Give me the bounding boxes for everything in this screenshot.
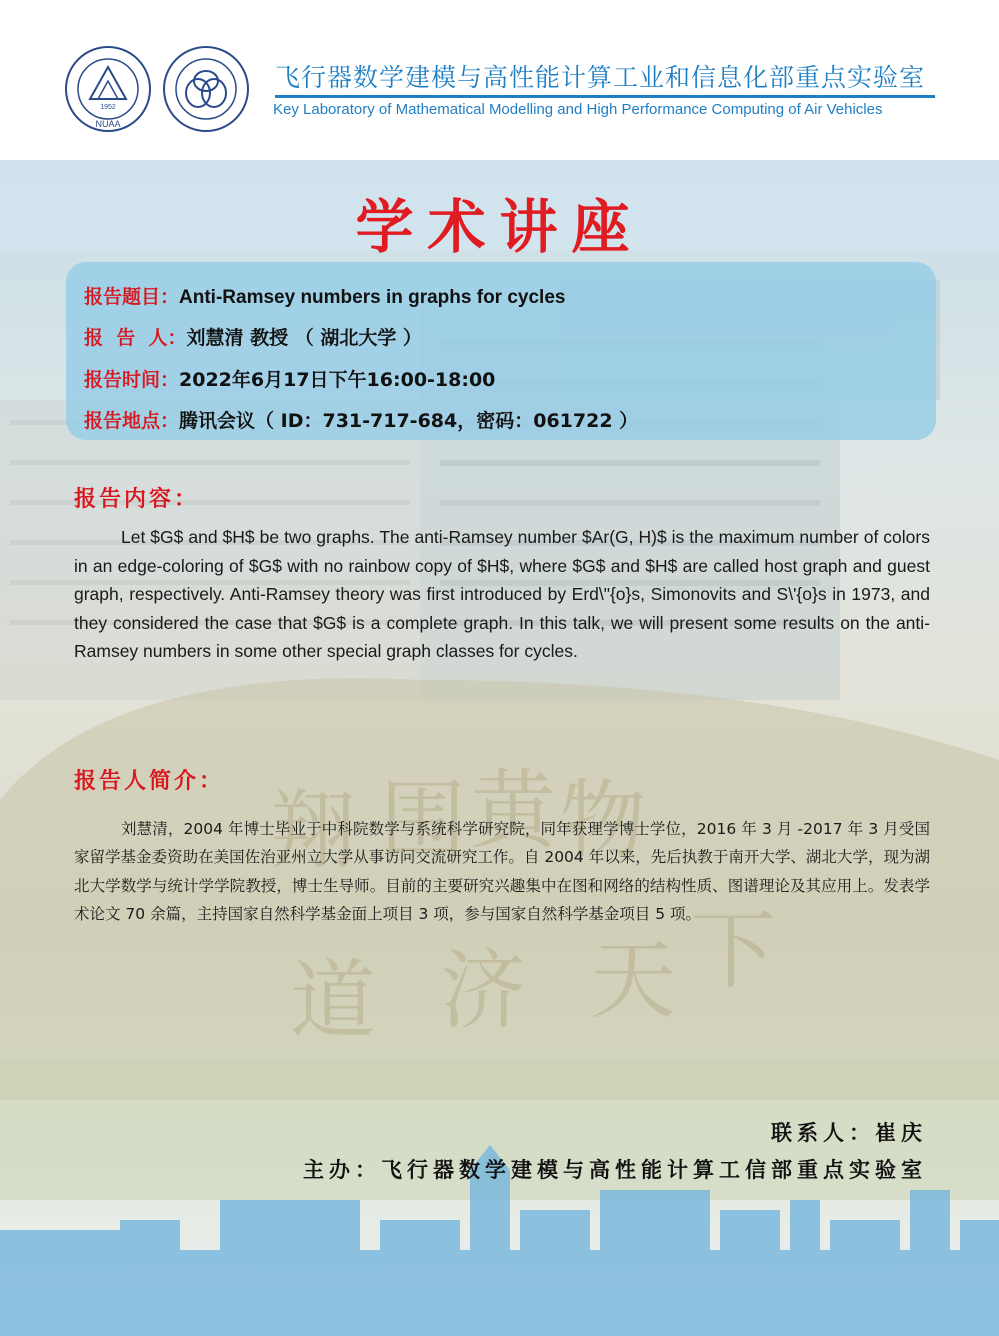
bio-heading: 报告人简介： xyxy=(74,769,225,794)
topic-row xyxy=(84,282,565,309)
svg-text:下: 下 xyxy=(690,901,776,1001)
bio-text: 刘慧清，2004 年博士毕业于中科院数学与系统科学研究院，同年获理学博士学位，2016 年 3 月 -2017 年 3 月受国家留学基金委资助在美国佐治亚州立大学从事访问交流研究工作。自 2004 年以来，先后执教于南开大学、湖北大学，现为湖北大学数学与统计学学院教授，博士生导师。目前的主要研究兴趣集中在图和网络的结构性质、图谱理论及其应用上。发表学术论文 70 余篇，主持国家自然科学基金面上项目 3 项，参与国家自然科学基金项目 5 项。 xyxy=(74,820,930,924)
contact-person: 联系人：崔庆 xyxy=(771,1120,927,1145)
svg-text:翔: 翔 xyxy=(270,781,356,881)
poster-title: 学术讲座 xyxy=(355,193,644,261)
svg-text:黄: 黄 xyxy=(470,761,556,861)
lab-name-en: Key Laboratory of Mathematical Modelling and High Performance Computing of Air Vehicles xyxy=(273,101,883,118)
header xyxy=(0,0,999,160)
nuaa-logo xyxy=(64,45,152,133)
place-label: 报告地点： xyxy=(84,410,180,432)
svg-text:1952: 1952 xyxy=(100,104,116,111)
topic-label: 报告题目： xyxy=(84,286,180,308)
speaker-label: 报 告 人： xyxy=(84,327,187,349)
lab-name-cn: 飞行器数学建模与高性能计算工业和信息化部重点实验室 xyxy=(275,63,926,92)
speaker-value: 刘慧清 教授 （ 湖北大学 ） xyxy=(186,327,422,349)
svg-text:济: 济 xyxy=(440,941,526,1041)
place-row xyxy=(84,406,638,433)
abstract-heading: 报告内容： xyxy=(74,487,200,512)
svg-text:天: 天 xyxy=(590,931,676,1031)
lab-logo xyxy=(162,45,250,133)
place-value: 腾讯会议（ ID：731-717-684，密码：061722 ） xyxy=(179,410,639,432)
time-value: 2022年6月17日下午16:00-18:00 xyxy=(179,369,496,391)
time-label: 报告时间： xyxy=(84,369,180,391)
speaker-row xyxy=(84,323,422,350)
time-row xyxy=(84,365,495,392)
svg-text:物: 物 xyxy=(560,771,646,871)
talk-info-box xyxy=(66,262,936,440)
svg-text:道: 道 xyxy=(290,951,376,1051)
svg-text:NUAA: NUAA xyxy=(95,119,121,129)
host-organizer: 主办：飞行器数学建模与高性能计算工信部重点实验室 xyxy=(303,1157,927,1182)
topic-value: Anti-Ramsey numbers in graphs for cycles xyxy=(179,287,566,308)
abstract-text: Let $G$ and $H$ be two graphs. The anti-Ramsey number $Ar(G, H)$ is the maximum number of colors in an edge-coloring of $G$ with no rainbow copy of $H$, where $G$ and $H$ are called host graph and guest graph, respectively. Anti-Ramsey theory was first introduced by Erd\"{o}s, Simonovits and S\'{o}s in 1973, and they considered the case that $G$ is a complete graph. In this talk, we will present some results on the anti-Ramsey numbers in some other special graph classes for cycles. xyxy=(74,527,930,662)
header-divider xyxy=(275,95,935,98)
svg-text:围: 围 xyxy=(380,771,466,871)
